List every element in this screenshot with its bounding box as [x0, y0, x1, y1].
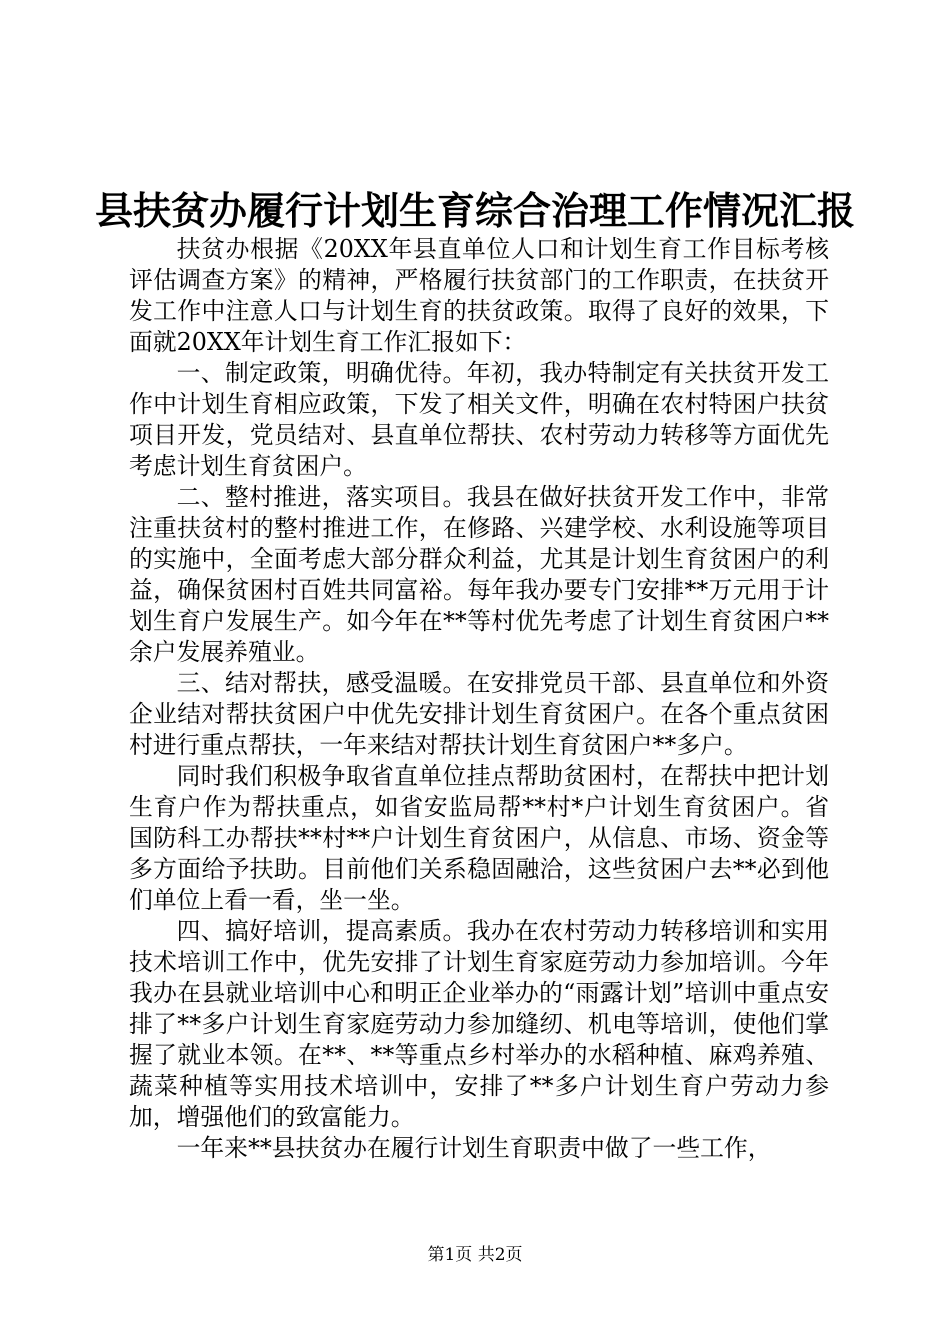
- document-title: 县扶贫办履行计划生育综合治理工作情况汇报: [94, 188, 855, 233]
- paragraph-intro: 扶贫办根据《20XX年县直单位人口和计划生育工作目标考核评估调查方案》的精神，严格履行扶贫部门的工作职责，在扶贫开发工作中注意人口与计划生育的扶贫政策。取得了良好的效果，下面就20XX年计划生育工作汇报如下：: [129, 235, 829, 356]
- paragraph-pairing: 三、结对帮扶，感受温暖。在安排党员干部、县直单位和外资企业结对帮扶贫困户中优先安排计划生育贫困户。在各个重点贫困村进行重点帮扶，一年来结对帮扶计划生育贫困户**多户。: [129, 669, 829, 759]
- paragraph-village: 二、整村推进，落实项目。我县在做好扶贫开发工作中，非常注重扶贫村的整村推进工作，在修路、兴建学校、水利设施等项目的实施中，全面考虑大部分群众利益，尤其是计划生育贫困户的利益，确保贫困村百姓共同富裕。每年我办要专门安排**万元用于计划生育户发展生产。如今年在**等村优先考虑了计划生育贫困户**余户发展养殖业。: [129, 483, 829, 666]
- paragraph-summary: 一年来**县扶贫办在履行计划生育职责中做了一些工作，: [176, 1134, 772, 1162]
- paragraph-provincial: 同时我们积极争取省直单位挂点帮助贫困村，在帮扶中把计划生育户作为帮扶重点，如省安监局帮**村*户计划生育贫困户。省国防科工办帮扶**村**户计划生育贫困户，从信息、市场、资金等多方面给予扶助。目前他们关系稳固融洽，这些贫困户去**必到他们单位上看一看，坐一坐。: [129, 762, 829, 914]
- document-body: [129, 234, 829, 1164]
- paragraph-training: 四、搞好培训，提高素质。我办在农村劳动力转移培训和实用技术培训工作中，优先安排了计划生育家庭劳动力参加培训。今年我办在县就业培训中心和明正企业举办的“雨露计划”培训中重点安排了**多户计划生育家庭劳动力参加缝纫、机电等培训，使他们掌握了就业本领。在**、**等重点乡村举办的水稻种植、麻鸡养殖、蔬菜种植等实用技术培训中，安排了**多户计划生育户劳动力参加，增强他们的致富能力。: [129, 917, 829, 1131]
- paragraph-policy: 一、制定政策，明确优待。年初，我办特制定有关扶贫开发工作中计划生育相应政策，下发了相关文件，明确在农村特困户扶贫项目开发，党员结对、县直单位帮扶、农村劳动力转移等方面优先考虑计划生育贫困户。: [129, 359, 829, 480]
- page-footer: 第1页 共2页: [427, 1245, 523, 1265]
